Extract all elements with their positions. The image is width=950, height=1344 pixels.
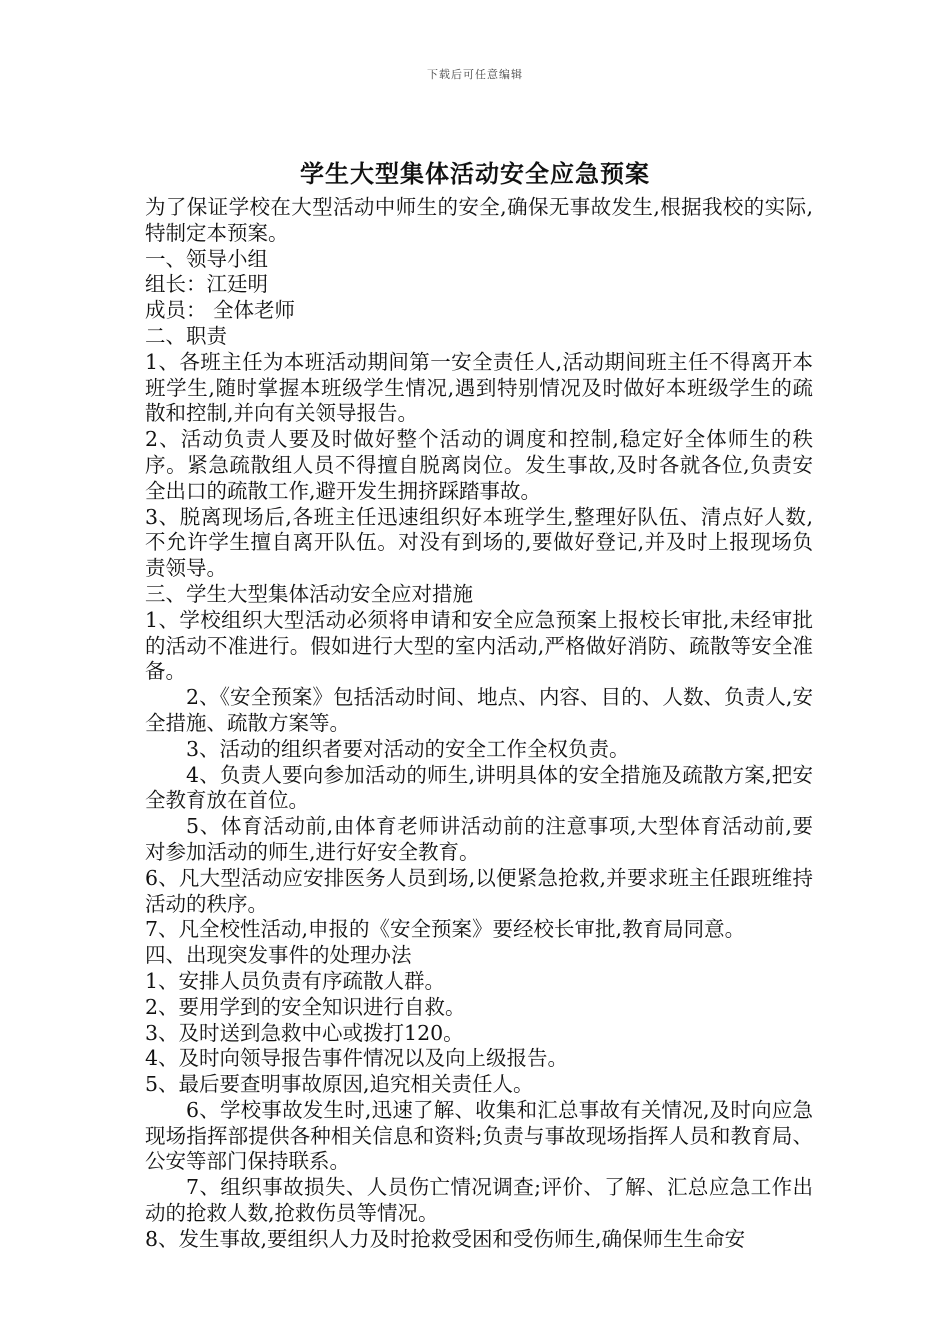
paragraph: 1、学校组织大型活动必须将申请和安全应急预案上报校长审批,未经审批的活动不准进行。假如进行大型的室内活动,严格做好消防、疏散等安全准备。 [145,607,813,684]
document-body [145,195,813,1253]
paragraph: 组长：江廷明 [145,272,268,297]
paragraph: 7、组织事故损失、人员伤亡情况调查;评价、了解、汇总应急工作出动的抢救人数,抢救伤员等情况。 [145,1175,813,1226]
paragraph: 4、及时向领导报告事件情况以及向上级报告。 [145,1046,569,1071]
paragraph: 1、各班主任为本班活动期间第一安全责任人,活动期间班主任不得离开本班学生,随时掌握本班级学生情况,遇到特别情况及时做好本班级学生的疏散和控制,并向有关领导报告。 [145,349,813,426]
paragraph: 三、学生大型集体活动安全应对措施 [145,581,473,606]
paragraph: 成员： 全体老师 [145,298,296,323]
paragraph: 1、安排人员负责有序疏散人群。 [145,968,446,993]
paragraph: 5、最后要查明事故原因,追究相关责任人。 [145,1072,534,1097]
paragraph: 2、《安全预案》包括活动时间、地点、内容、目的、人数、负责人,安全措施、疏散方案等。 [145,685,813,735]
paragraph: 一、领导小组 [145,246,268,271]
header-note: 下载后可任意编辑 [427,68,523,81]
paragraph: 5、体育活动前,由体育老师讲活动前的注意事项,大型体育活动前,要对参加活动的师生,进行好安全教育。 [145,814,813,864]
paragraph: 2、要用学到的安全知识进行自救。 [145,994,466,1019]
paragraph: 4、负责人要向参加活动的师生,讲明具体的安全措施及疏散方案,把安全教育放在首位。 [145,762,813,813]
document-title: 学生大型集体活动安全应急预案 [300,159,650,188]
paragraph: 8、发生事故,要组织人力及时抢救受困和受伤师生,确保师生生命安 [145,1226,746,1251]
paragraph: 3、脱离现场后,各班主任迅速组织好本班学生,整理好队伍、清点好人数,不允许学生擅自离开队伍。对没有到场的,要做好登记,并及时上报现场负责领导。 [145,504,813,581]
paragraph: 二、职责 [145,323,227,348]
paragraph: 四、出现突发事件的处理办法 [145,943,412,968]
paragraph: 7、凡全校性活动,申报的《安全预案》要经校长审批,教育局同意。 [145,917,746,942]
paragraph: 3、及时送到急救中心或拨打120。 [145,1020,464,1045]
paragraph: 6、学校事故发生时,迅速了解、收集和汇总事故有关情况,及时向应急现场指挥部提供各种相关信息和资料;负责与事故现场指挥人员和教育局、公安等部门保持联系。 [145,1097,813,1174]
paragraph: 2、活动负责人要及时做好整个活动的调度和控制,稳定好全体师生的秩序。紧急疏散组人员不得擅自脱离岗位。发生事故,及时各就各位,负责安全出口的疏散工作,避开发生拥挤踩踏事故。 [145,427,813,503]
paragraph: 为了保证学校在大型活动中师生的安全,确保无事故发生,根据我校的实际,特制定本预案。 [145,195,813,245]
paragraph: 6、凡大型活动应安排医务人员到场,以便紧急抢救,并要求班主任跟班维持活动的秩序。 [145,865,813,916]
paragraph: 3、活动的组织者要对活动的安全工作全权负责。 [186,736,630,761]
